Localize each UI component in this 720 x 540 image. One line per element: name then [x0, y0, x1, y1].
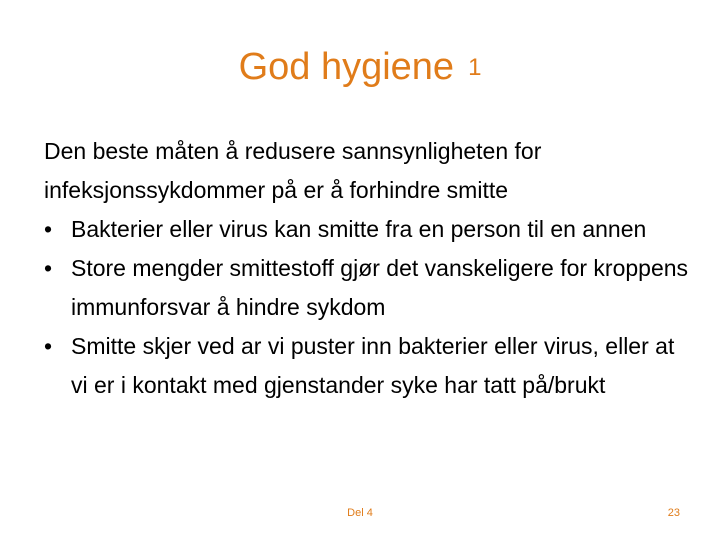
bullet-dot-icon: •: [44, 216, 53, 242]
title-text: God hygiene: [238, 46, 455, 88]
page-number: 23: [667, 507, 680, 519]
slide-title: [0, 44, 720, 91]
bullet-text: Bakterier eller virus kan smitte fra en person til en annen: [71, 216, 647, 242]
bullet-dot-icon: •: [44, 255, 53, 281]
bullet-text: Smitte skjer ved ar vi puster inn bakterier eller virus, eller at vi er i kontakt med gjenstander syke har tatt på/brukt: [71, 333, 675, 398]
bullet-item: [44, 327, 694, 405]
footer-label: Del 4: [347, 507, 373, 519]
bullet-dot-icon: •: [44, 333, 53, 359]
bullet-item: [44, 210, 694, 249]
bullet-text: Store mengder smittestoff gjør det vanskeligere for kroppens immunforsvar å hindre sykdom: [71, 255, 689, 320]
title-number: 1: [468, 54, 482, 81]
intro-paragraph: Den beste måten å redusere sannsynligheten for infeksjonssykdommer på er å forhindre smitte: [44, 138, 542, 203]
bullet-list: [44, 210, 694, 405]
bullet-item: [44, 249, 694, 327]
slide-body: [44, 132, 694, 405]
